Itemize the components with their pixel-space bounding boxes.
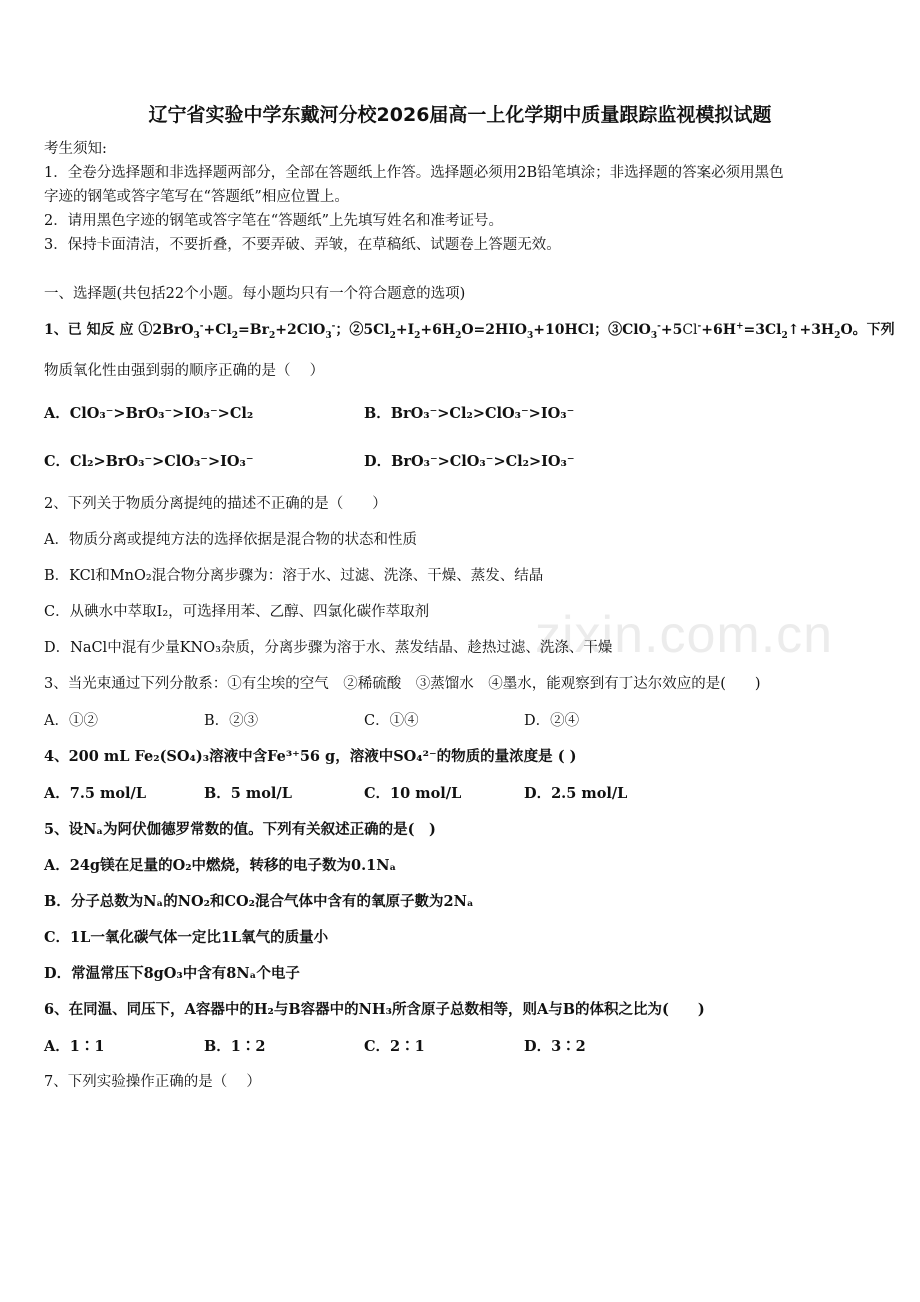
q6-option-a[interactable]: A．1∶1 (44, 1038, 105, 1055)
q6-option-d[interactable]: D．3∶2 (524, 1038, 586, 1055)
q3-option-c[interactable]: C．①④ (364, 713, 419, 729)
q5-option-c[interactable]: C．1L一氧化碳气体一定比1L氧气的质量小 (44, 929, 329, 946)
q1-stem: 1、已 知反 应 $①2BrO_3^-+Cl_2=Br_2+2ClO_3^-$；$②5Cl_2+I_2+6H_2O=2HIO_3+10HCl$；$③ClO_3^-+5Cl^-+6H^+=3Cl_2↑+3H_2O$。下列 (44, 321, 895, 341)
q3-option-a[interactable]: A．①② (44, 713, 98, 729)
q5-stem: 5、设Nₐ为阿伏伽德罗常数的值。下列有关叙述正确的是( ) (44, 821, 436, 838)
q6-option-b[interactable]: B．1∶2 (204, 1038, 266, 1055)
q3-option-b[interactable]: B．②③ (204, 713, 259, 729)
page-title: 辽宁省实验中学东戴河分校2026届高一上化学期中质量跟踪监视模拟试题 (148, 104, 772, 126)
watermark: zixin.com.cn (535, 606, 834, 664)
q2-stem: 2、下列关于物质分离提纯的描述不正确的是（ ） (44, 496, 387, 512)
q4-option-a[interactable]: A．7.5 mol/L (44, 785, 147, 802)
q2-option-d[interactable]: D．NaCl中混有少量KNO₃杂质，分离步骤为溶于水、蒸发结晶、趁热过滤、洗涤、干燥 (44, 640, 613, 656)
q5-option-b[interactable]: B．分子总数为Nₐ的NO₂和CO₂混合气体中含有的氧原子數为2Nₐ (44, 893, 474, 910)
q3-option-d[interactable]: D．②④ (524, 713, 580, 729)
q6-option-c[interactable]: C．2∶1 (364, 1038, 425, 1055)
q7-stem: 7、下列实验操作正确的是（ ） (44, 1074, 261, 1090)
notice-item: 1．全卷分选择题和非选择题两部分，全部在答题纸上作答。选择题必须用2B铅笔填涂；非选择题的答案必须用黑色 (44, 165, 784, 181)
notice-item: 2．请用黑色字迹的钢笔或答字笔在“答题纸”上先填写姓名和准考证号。 (44, 213, 504, 229)
q1-option-c[interactable]: C．Cl₂>BrO₃⁻>ClO₃⁻>IO₃⁻ (44, 453, 254, 470)
section-heading: 一、选择题(共包括22个小题。每小题均只有一个符合题意的选项) (44, 286, 466, 302)
q5-option-a[interactable]: A．24g镁在足量的O₂中燃烧，转移的电子数为0.1Nₐ (44, 857, 397, 874)
q3-stem: 3、当光束通过下列分散系：①有尘埃的空气 ②稀硫酸 ③蒸馏水 ④墨水，能观察到有丁达尔效应的是( ) (44, 676, 761, 692)
notice-item: 3．保持卡面清洁，不要折叠，不要弄破、弄皱，在草稿纸、试题卷上答题无效。 (44, 237, 561, 253)
q4-option-c[interactable]: C．10 mol/L (364, 785, 462, 802)
notice-item: 字迹的钢笔或答字笔写在“答题纸”相应位置上。 (44, 189, 349, 205)
q1-option-a[interactable]: A．ClO₃⁻>BrO₃⁻>IO₃⁻>Cl₂ (44, 405, 254, 422)
q2-option-a[interactable]: A．物质分离或提纯方法的选择依据是混合物的状态和性质 (44, 532, 417, 548)
q6-stem: 6、在同温、同压下，A容器中的H₂与B容器中的NH₃所含原子总数相等，则A与B的体积之比为( ) (44, 1001, 705, 1018)
q2-option-c[interactable]: C．从碘水中萃取I₂，可选择用苯、乙醇、四氯化碳作萃取剂 (44, 604, 430, 620)
q4-option-b[interactable]: B．5 mol/L (204, 785, 292, 802)
q2-option-b[interactable]: B．KCl和MnO₂混合物分离步骤为：溶于水、过滤、洗涤、干燥、蒸发、结晶 (44, 568, 544, 584)
q4-option-d[interactable]: D．2.5 mol/L (524, 785, 628, 802)
q1-stem-continued: 物质氧化性由强到弱的顺序正确的是（ ） (44, 363, 325, 379)
q4-stem: 4、200 mL Fe₂(SO₄)₃溶液中含Fe³⁺56 g，溶液中SO₄²⁻的物质的量浓度是 ( ) (44, 748, 577, 765)
q1-option-b[interactable]: B．BrO₃⁻>Cl₂>ClO₃⁻>IO₃⁻ (364, 405, 575, 422)
notice-heading: 考生须知: (44, 141, 107, 157)
q1-option-d[interactable]: D．BrO₃⁻>ClO₃⁻>Cl₂>IO₃⁻ (364, 453, 575, 470)
q5-option-d[interactable]: D．常温常压下8gO₃中含有8Nₐ个电子 (44, 965, 300, 982)
